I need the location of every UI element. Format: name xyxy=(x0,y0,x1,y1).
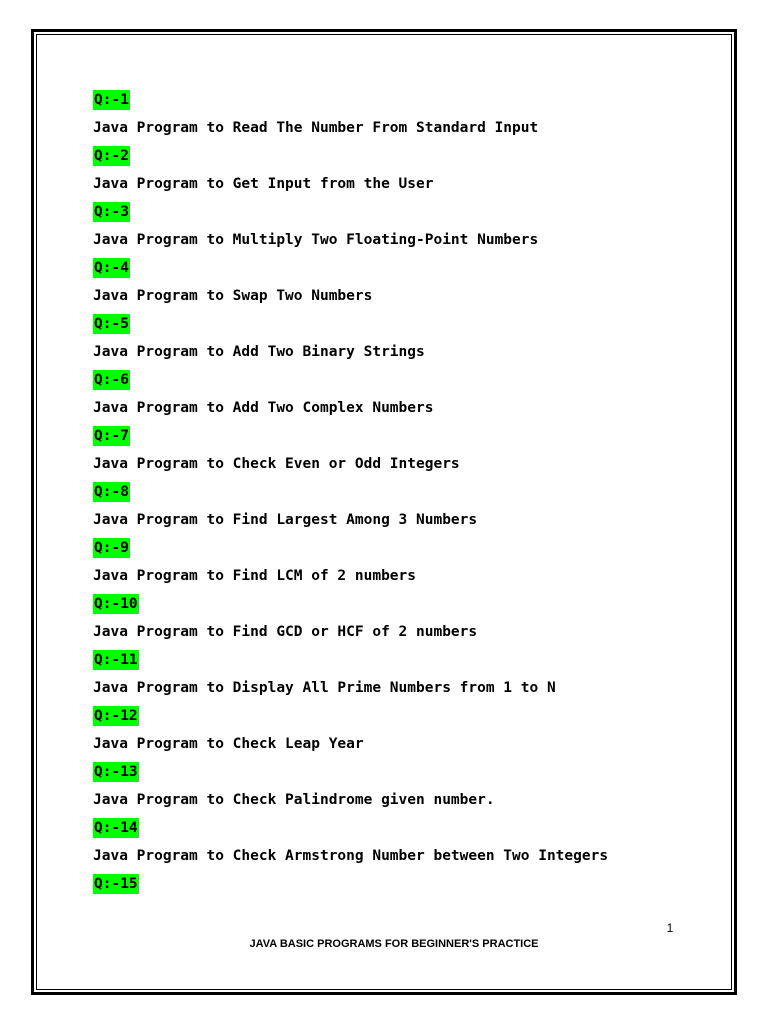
question-text-row xyxy=(93,730,693,758)
question-label: Q:-11 xyxy=(94,652,138,668)
question-label-row xyxy=(93,870,693,898)
question-label: Q:-6 xyxy=(94,372,129,388)
question-text: Java Program to Check Even or Odd Integers xyxy=(93,456,460,472)
question-label-row xyxy=(93,478,693,506)
question-label-row xyxy=(93,142,693,170)
question-text: Java Program to Check Leap Year xyxy=(93,736,364,752)
question-label-row xyxy=(93,254,693,282)
question-text-row xyxy=(93,674,693,702)
question-list xyxy=(93,86,693,898)
question-text: Java Program to Find Largest Among 3 Numbers xyxy=(93,512,478,528)
question-text: Java Program to Display All Prime Numbers from 1 to N xyxy=(93,680,556,696)
question-label-row xyxy=(93,198,693,226)
question-label-row xyxy=(93,422,693,450)
question-text-row xyxy=(93,226,693,254)
page-number: 1 xyxy=(666,921,674,935)
question-label-row xyxy=(93,702,693,730)
question-text-row xyxy=(93,114,693,142)
question-label-row xyxy=(93,534,693,562)
question-text: Java Program to Check Palindrome given number. xyxy=(93,792,495,808)
question-label: Q:-14 xyxy=(94,820,138,836)
question-text-row xyxy=(93,282,693,310)
question-text: Java Program to Swap Two Numbers xyxy=(93,288,373,304)
question-text: Java Program to Find LCM of 2 numbers xyxy=(93,568,417,584)
question-text: Java Program to Find GCD or HCF of 2 numbers xyxy=(93,624,478,640)
question-text-row xyxy=(93,450,693,478)
question-text: Java Program to Get Input from the User xyxy=(93,176,434,192)
question-text-row xyxy=(93,506,693,534)
question-text-row xyxy=(93,562,693,590)
question-label-row xyxy=(93,86,693,114)
question-label-row xyxy=(93,310,693,338)
question-label: Q:-13 xyxy=(94,764,138,780)
question-text: Java Program to Add Two Binary Strings xyxy=(93,344,425,360)
question-text-row xyxy=(93,786,693,814)
question-label: Q:-4 xyxy=(94,260,129,276)
question-text-row xyxy=(93,338,693,366)
question-label: Q:-1 xyxy=(94,92,129,108)
question-label: Q:-9 xyxy=(94,540,129,556)
footer-title: JAVA BASIC PROGRAMS FOR BEGINNER'S PRACTICE xyxy=(249,938,539,950)
question-label: Q:-5 xyxy=(94,316,129,332)
question-label: Q:-10 xyxy=(94,596,138,612)
question-label: Q:-3 xyxy=(94,204,129,220)
question-label: Q:-12 xyxy=(94,708,138,724)
question-text-row xyxy=(93,618,693,646)
question-text-row xyxy=(93,842,693,870)
question-label-row xyxy=(93,590,693,618)
question-text: Java Program to Add Two Complex Numbers xyxy=(93,400,434,416)
question-label-row xyxy=(93,814,693,842)
question-label-row xyxy=(93,646,693,674)
question-text-row xyxy=(93,170,693,198)
question-label-row xyxy=(93,758,693,786)
question-label: Q:-7 xyxy=(94,428,129,444)
question-label: Q:-8 xyxy=(94,484,129,500)
question-text-row xyxy=(93,394,693,422)
question-label: Q:-15 xyxy=(94,876,138,892)
question-label-row xyxy=(93,366,693,394)
question-label: Q:-2 xyxy=(94,148,129,164)
question-text: Java Program to Read The Number From Standard Input xyxy=(93,120,539,136)
question-text: Java Program to Check Armstrong Number between Two Integers xyxy=(93,848,609,864)
question-text: Java Program to Multiply Two Floating-Point Numbers xyxy=(93,232,539,248)
